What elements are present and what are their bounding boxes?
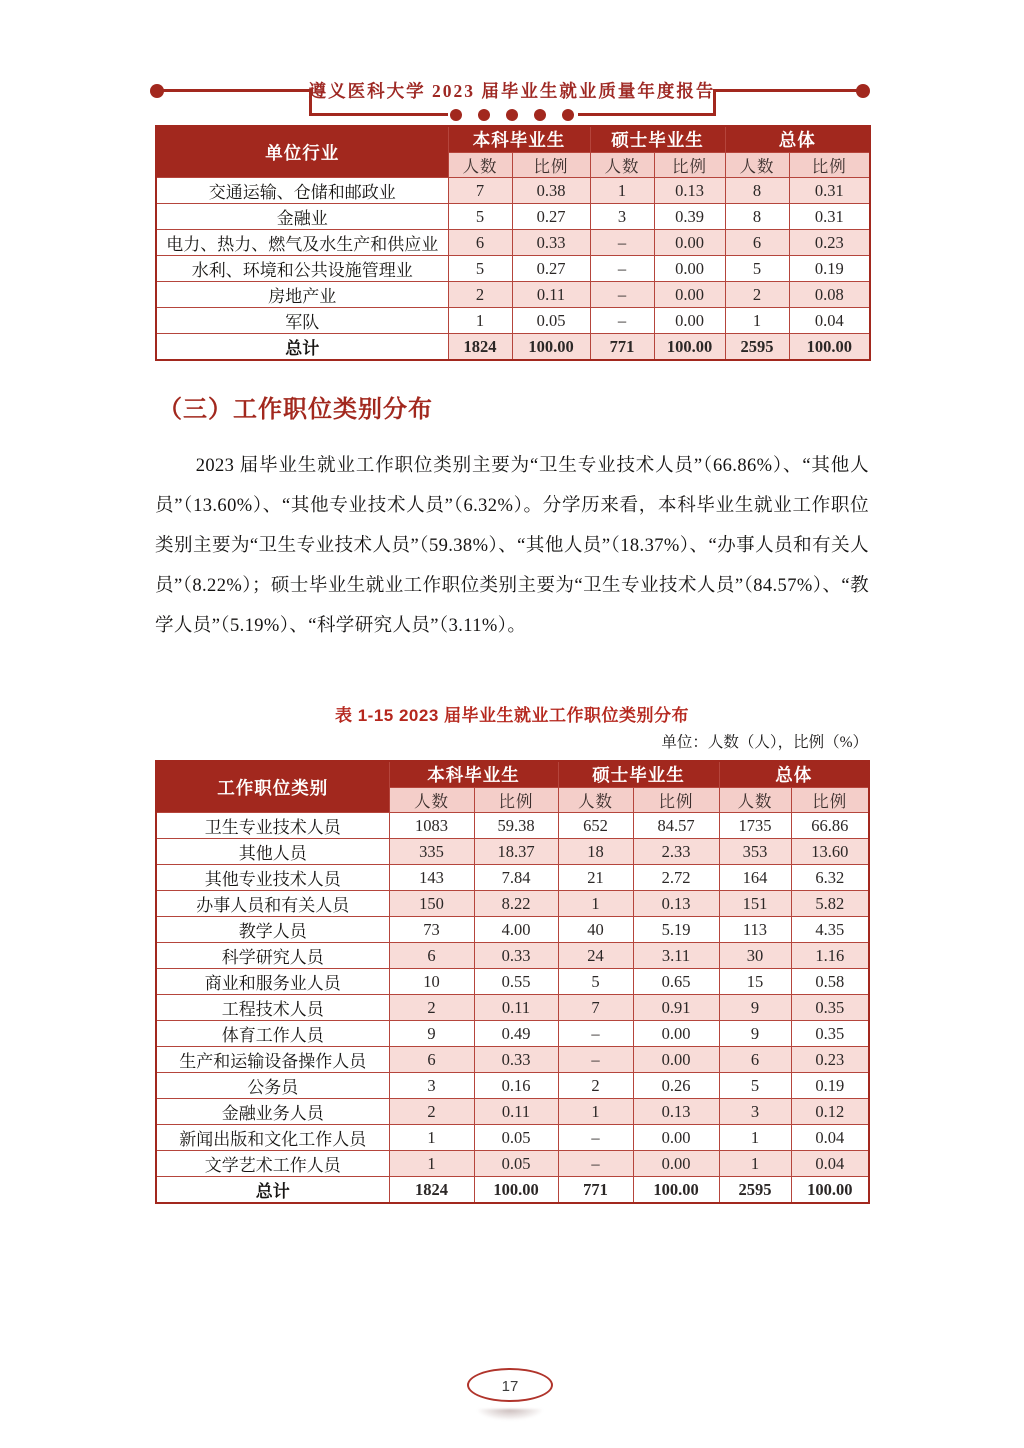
cell-value: – [590,230,654,256]
cell-value: 0.00 [633,1047,719,1073]
cell-value: 0.35 [791,995,869,1021]
cell-value: 0.39 [654,204,725,230]
cell-value: 5 [725,256,789,282]
cell-value: – [590,256,654,282]
cell-value: 0.11 [474,995,558,1021]
cell-value: 9 [389,1021,474,1047]
cell-value: 21 [558,865,633,891]
cell-value: – [590,282,654,308]
cell-value: 100.00 [654,334,725,361]
cell-value: 7 [448,178,512,204]
cell-value: 5 [448,256,512,282]
cell-value: 100.00 [633,1177,719,1204]
row-label: 金融业务人员 [156,1099,389,1125]
table-row [156,969,869,995]
cell-value: 0.23 [789,230,870,256]
cell-value: 2595 [719,1177,791,1204]
cell-value: 6 [719,1047,791,1073]
cell-value: 2 [448,282,512,308]
table-row [156,308,870,334]
column-group-header: 本科毕业生 [448,126,590,153]
decor-dot [450,109,462,121]
decor-dot [506,109,518,121]
cell-value: 73 [389,917,474,943]
cell-value: 0.65 [633,969,719,995]
cell-value: 1.16 [791,943,869,969]
column-group-header: 硕士毕业生 [590,126,725,153]
column-subheader: 比例 [791,788,869,813]
cell-value: 8 [725,204,789,230]
cell-value: 0.26 [633,1073,719,1099]
cell-value: 1824 [448,334,512,361]
cell-value: 652 [558,813,633,839]
cell-value: 0.11 [512,282,590,308]
cell-value: 0.33 [474,1047,558,1073]
table-row [156,334,870,361]
cell-value: 0.00 [654,282,725,308]
column-group-header: 总体 [725,126,870,153]
page-number-badge [467,1368,553,1402]
cell-value: 0.58 [791,969,869,995]
table-row [156,943,869,969]
row-label: 房地产业 [156,282,448,308]
cell-value: 100.00 [474,1177,558,1204]
cell-value: 24 [558,943,633,969]
cell-value: 0.16 [474,1073,558,1099]
cell-value: 9 [719,995,791,1021]
cell-value: 2.33 [633,839,719,865]
cell-value: 2 [389,1099,474,1125]
table-row [156,995,869,1021]
cell-value: 3 [719,1099,791,1125]
cell-value: 0.05 [474,1125,558,1151]
cell-value: 0.00 [654,230,725,256]
row-label: 科学研究人员 [156,943,389,969]
cell-value: 4.35 [791,917,869,943]
column-subheader: 比例 [633,788,719,813]
table-row [156,891,869,917]
table-row [156,1177,869,1204]
cell-value: 771 [558,1177,633,1204]
header-rule-bottom-right [578,113,716,116]
cell-value: 0.33 [474,943,558,969]
cell-value: 143 [389,865,474,891]
cell-value: 164 [719,865,791,891]
cell-value: 40 [558,917,633,943]
cell-value: 353 [719,839,791,865]
cell-value: 335 [389,839,474,865]
cell-value: 1 [558,891,633,917]
column-subheader: 比例 [512,153,590,178]
running-header-title: 遵义医科大学 2023 届毕业生就业质量年度报告 [308,81,716,101]
cell-value: 1 [590,178,654,204]
cell-value: 30 [719,943,791,969]
cell-value: 0.91 [633,995,719,1021]
header-rule-bottom-left [310,113,448,116]
cell-value: 4.00 [474,917,558,943]
cell-value: 3 [590,204,654,230]
industry-distribution-table [155,125,871,361]
cell-value: – [558,1125,633,1151]
cell-value: 0.19 [789,256,870,282]
cell-value: 1824 [389,1177,474,1204]
table-row [156,1125,869,1151]
cell-value: 3.11 [633,943,719,969]
header-row [156,126,870,153]
page-number: 17 [501,1378,519,1395]
column-subheader: 比例 [789,153,870,178]
cell-value: 59.38 [474,813,558,839]
column-subheader: 人数 [719,788,791,813]
table-row [156,865,869,891]
cell-value: 1 [389,1125,474,1151]
cell-value: 0.33 [512,230,590,256]
cell-value: 5.82 [791,891,869,917]
row-label: 办事人员和有关人员 [156,891,389,917]
cell-value: 6 [725,230,789,256]
cell-value: – [558,1047,633,1073]
cell-value: 9 [719,1021,791,1047]
cell-value: 18 [558,839,633,865]
decor-dot [478,109,490,121]
cell-value: 84.57 [633,813,719,839]
cell-value: 66.86 [791,813,869,839]
cell-value: 1 [719,1125,791,1151]
row-label: 体育工作人员 [156,1021,389,1047]
table-caption: 表 1-15 2023 届毕业生就业工作职位类别分布 [334,706,689,725]
table-row [156,917,869,943]
row-label: 交通运输、仓储和邮政业 [156,178,448,204]
row-label: 工程技术人员 [156,995,389,1021]
cell-value: 0.00 [633,1125,719,1151]
page-number-reflection [463,1409,557,1425]
column-group-header: 硕士毕业生 [558,761,719,788]
table-row [156,1021,869,1047]
table-row [156,813,869,839]
header-row [156,761,869,788]
cell-value: 1083 [389,813,474,839]
cell-value: 0.19 [791,1073,869,1099]
cell-value: 1 [719,1151,791,1177]
cell-value: 1 [389,1151,474,1177]
cell-value: 6.32 [791,865,869,891]
units-note: 单位：人数（人），比例（%） [661,734,868,751]
table-row [156,230,870,256]
cell-value: 7 [558,995,633,1021]
cell-value: 2 [389,995,474,1021]
cell-value: 0.13 [654,178,725,204]
cell-value: 1735 [719,813,791,839]
cell-value: 0.35 [791,1021,869,1047]
cell-value: 0.13 [633,891,719,917]
row-label: 军队 [156,308,448,334]
cell-value: 6 [448,230,512,256]
cell-value: 1 [725,308,789,334]
job-position-table [155,760,870,1204]
cell-value: 0.08 [789,282,870,308]
row-label: 电力、热力、燃气及水生产和供应业 [156,230,448,256]
cell-value: 0.27 [512,256,590,282]
column-header-label: 单位行业 [156,126,448,178]
table-row [156,178,870,204]
table-row [156,256,870,282]
cell-value: 3 [389,1073,474,1099]
cell-value: – [558,1151,633,1177]
row-label: 生产和运输设备操作人员 [156,1047,389,1073]
cell-value: 0.00 [633,1021,719,1047]
row-label: 新闻出版和文化工作人员 [156,1125,389,1151]
cell-value: 0.11 [474,1099,558,1125]
cell-value: 0.05 [512,308,590,334]
row-label: 金融业 [156,204,448,230]
table-row [156,1073,869,1099]
column-header-label: 工作职位类别 [156,761,389,813]
cell-value: 2595 [725,334,789,361]
cell-value: 6 [389,943,474,969]
cell-value: 0.27 [512,204,590,230]
column-subheader: 人数 [590,153,654,178]
cell-value: 0.49 [474,1021,558,1047]
cell-value: 18.37 [474,839,558,865]
cell-value: 5 [558,969,633,995]
column-subheader: 比例 [654,153,725,178]
cell-value: 0.31 [789,178,870,204]
cell-value: 0.13 [633,1099,719,1125]
cell-value: 100.00 [789,334,870,361]
cell-value: 0.00 [633,1151,719,1177]
cell-value: 113 [719,917,791,943]
row-label: 文学艺术工作人员 [156,1151,389,1177]
cell-value: 6 [389,1047,474,1073]
row-label: 公务员 [156,1073,389,1099]
cell-value: 0.00 [654,308,725,334]
cell-value: 0.12 [791,1099,869,1125]
decor-dot [562,109,574,121]
cell-value: 8 [725,178,789,204]
decor-dot [534,109,546,121]
cell-value: 2 [725,282,789,308]
column-subheader: 人数 [558,788,633,813]
cell-value: 8.22 [474,891,558,917]
cell-value: 1 [558,1099,633,1125]
cell-value: 5.19 [633,917,719,943]
table-row [156,1099,869,1125]
row-label: 教学人员 [156,917,389,943]
table-row [156,204,870,230]
table-row [156,282,870,308]
cell-value: 0.55 [474,969,558,995]
cell-value: 1 [448,308,512,334]
row-label: 总计 [156,334,448,361]
cell-value: 7.84 [474,865,558,891]
section-heading: （三）工作职位类别分布 [158,396,433,423]
cell-value: 0.04 [789,308,870,334]
column-subheader: 人数 [448,153,512,178]
cell-value: 5 [719,1073,791,1099]
row-label: 水利、环境和公共设施管理业 [156,256,448,282]
cell-value: 100.00 [791,1177,869,1204]
row-label: 商业和服务业人员 [156,969,389,995]
cell-value: 151 [719,891,791,917]
cell-value: 0.04 [791,1151,869,1177]
row-label: 其他专业技术人员 [156,865,389,891]
cell-value: 150 [389,891,474,917]
cell-value: 0.38 [512,178,590,204]
cell-value: 0.00 [654,256,725,282]
cell-value: 10 [389,969,474,995]
column-subheader: 人数 [389,788,474,813]
cell-value: 0.31 [789,204,870,230]
cell-value: 0.23 [791,1047,869,1073]
column-group-header: 本科毕业生 [389,761,558,788]
cell-value: 13.60 [791,839,869,865]
row-label: 其他人员 [156,839,389,865]
cell-value: 100.00 [512,334,590,361]
table-row [156,1151,869,1177]
cell-value: 15 [719,969,791,995]
column-subheader: 人数 [725,153,789,178]
cell-value: 771 [590,334,654,361]
cell-value: 2.72 [633,865,719,891]
table-row [156,1047,869,1073]
body-paragraph: 2023 届毕业生就业工作职位类别主要为“卫生专业技术人员”（66.86%）、“其他人员”（13.60%）、“其他专业技术人员”（6.32%）。分学历来看，本科毕业生就业工作职位类别主要为“卫生专业技术人员”（59.38%）、“其他人员”（18.37%）、“办事人员和有关人员”（8.22%）；硕士毕业生就业工作职位类别主要为“卫生专业技术人员”（84.57%）、“教学人员”（5.19%）、“科学研究人员”（3.11%）。 [155,456,869,636]
cell-value: 5 [448,204,512,230]
cell-value: 2 [558,1073,633,1099]
cell-value: – [590,308,654,334]
cell-value: – [558,1021,633,1047]
column-group-header: 总体 [719,761,869,788]
table-row [156,839,869,865]
cell-value: 0.05 [474,1151,558,1177]
row-label: 总计 [156,1177,389,1204]
row-label: 卫生专业技术人员 [156,813,389,839]
cell-value: 0.04 [791,1125,869,1151]
column-subheader: 比例 [474,788,558,813]
